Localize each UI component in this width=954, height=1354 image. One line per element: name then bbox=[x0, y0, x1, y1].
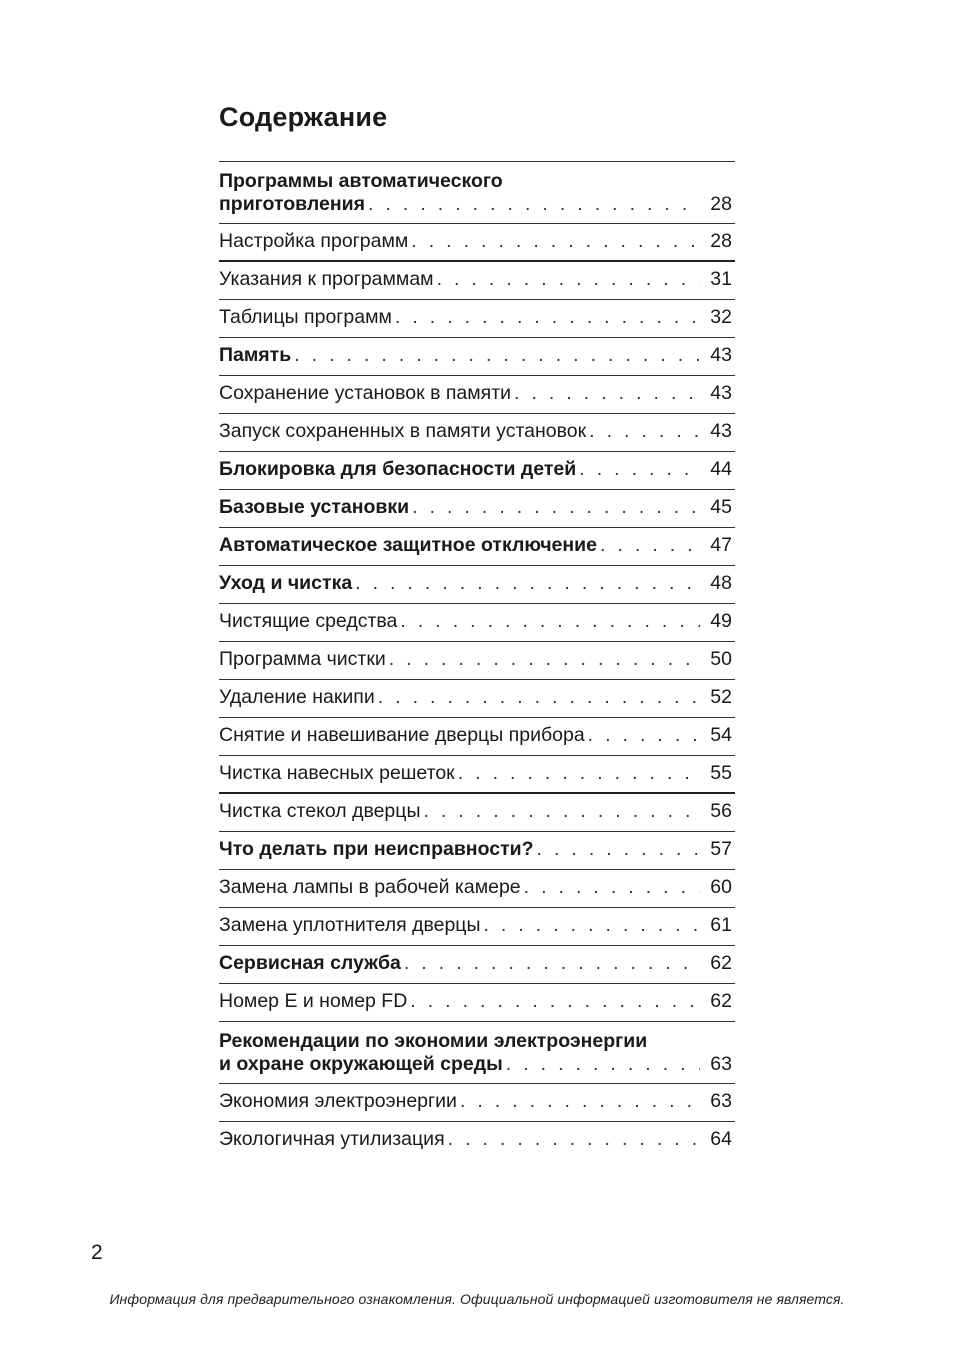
toc-entry-title: Память bbox=[219, 344, 292, 366]
toc-entry-page: 52 bbox=[710, 686, 732, 708]
toc-entry-page: 31 bbox=[710, 268, 732, 290]
leader-dots bbox=[589, 420, 700, 443]
toc-entry[interactable] bbox=[219, 490, 735, 528]
toc-entry-title: Настройка программ bbox=[219, 230, 409, 252]
toc-entry-page: 43 bbox=[710, 344, 732, 366]
toc-entry-page: 48 bbox=[710, 572, 732, 594]
toc-entry-title: Что делать при неисправности? bbox=[219, 838, 534, 860]
toc-entry-title: Таблицы программ bbox=[219, 306, 392, 328]
leader-dots bbox=[423, 800, 700, 823]
toc-entry[interactable] bbox=[219, 376, 735, 414]
leader-dots bbox=[294, 344, 700, 367]
toc-entry-title: Автоматическое защитное отключение bbox=[219, 534, 598, 556]
toc-entry-page: 50 bbox=[710, 648, 732, 670]
leader-dots bbox=[355, 572, 700, 595]
toc-entry-title: Программа чистки bbox=[219, 648, 386, 670]
toc-entry-title-line1: Программы автоматического bbox=[219, 170, 503, 192]
leader-dots bbox=[514, 382, 700, 405]
toc-entry[interactable] bbox=[219, 946, 735, 984]
leader-dots bbox=[378, 686, 700, 709]
toc-entry[interactable] bbox=[219, 566, 735, 604]
leader-dots bbox=[458, 762, 700, 785]
leader-dots bbox=[506, 1053, 700, 1076]
toc-entry[interactable] bbox=[219, 338, 735, 376]
toc-entry[interactable] bbox=[219, 908, 735, 946]
toc-entry-page: 62 bbox=[710, 990, 732, 1012]
page-title: Содержание bbox=[219, 102, 388, 132]
toc-entry-title: Снятие и навешивание дверцы прибора bbox=[219, 724, 585, 746]
leader-dots bbox=[412, 496, 700, 519]
toc-entry-title: Чистка стекол дверцы bbox=[219, 800, 421, 822]
toc-entry-page: 32 bbox=[710, 306, 732, 328]
toc-entry-title: Чистка навесных решеток bbox=[219, 762, 455, 784]
toc-entry-page: 63 bbox=[710, 1090, 732, 1112]
toc-entry-title: Удаление накипи bbox=[219, 686, 375, 708]
toc-entry-page: 28 bbox=[710, 193, 732, 215]
toc-entry-page: 44 bbox=[710, 458, 732, 480]
toc-entry-page: 63 bbox=[710, 1053, 732, 1075]
toc-entry-title: Замена уплотнителя дверцы bbox=[219, 914, 481, 936]
leader-dots bbox=[579, 458, 700, 481]
toc-entry-title: Чистящие средства bbox=[219, 610, 398, 632]
leader-dots bbox=[395, 306, 700, 329]
leader-dots bbox=[410, 990, 700, 1013]
toc-entry-page: 43 bbox=[710, 420, 732, 442]
toc-entry-page: 62 bbox=[710, 952, 732, 974]
toc-entry-title: Указания к программам bbox=[219, 268, 434, 290]
footer-disclaimer: Информация для предварительного ознакомления. Официальной информацией изготовителя не является. bbox=[109, 1291, 845, 1307]
toc-entry[interactable] bbox=[219, 1122, 735, 1160]
leader-dots bbox=[448, 1128, 700, 1151]
toc-entry[interactable] bbox=[219, 452, 735, 490]
leader-dots bbox=[368, 193, 700, 216]
toc-entry-title: и охране окружающей среды bbox=[219, 1053, 503, 1075]
toc-entry-page: 64 bbox=[710, 1128, 732, 1150]
toc-entry-page: 28 bbox=[710, 230, 732, 252]
toc-entry-title: приготовления bbox=[219, 193, 366, 215]
toc-entry-title-line1: Рекомендации по экономии электроэнергии bbox=[219, 1030, 648, 1052]
toc-entry[interactable] bbox=[219, 162, 735, 224]
toc-entry[interactable] bbox=[219, 984, 735, 1022]
toc-entry-page: 56 bbox=[710, 800, 732, 822]
toc-entry-title: Номер Е и номер FD bbox=[219, 990, 408, 1012]
toc-entry-page: 57 bbox=[710, 838, 732, 860]
leader-dots bbox=[389, 648, 700, 671]
toc-entry[interactable] bbox=[219, 756, 735, 794]
toc-entry-title: Сохранение установок в памяти bbox=[219, 382, 512, 404]
toc-entry-page: 47 bbox=[710, 534, 732, 556]
toc-entry-page: 61 bbox=[710, 914, 732, 936]
leader-dots bbox=[404, 952, 700, 975]
toc-entry-page: 45 bbox=[710, 496, 732, 518]
leader-dots bbox=[460, 1090, 700, 1113]
toc-entry[interactable] bbox=[219, 794, 735, 832]
toc-entry[interactable] bbox=[219, 262, 735, 300]
toc-entry-title: Экономия электроэнергии bbox=[219, 1090, 457, 1112]
toc-entry-title: Блокировка для безопасности детей bbox=[219, 458, 577, 480]
toc-entry[interactable] bbox=[219, 680, 735, 718]
toc-entry[interactable] bbox=[219, 224, 735, 262]
toc-entry-title: Замена лампы в рабочей камере bbox=[219, 876, 521, 898]
toc-entry[interactable] bbox=[219, 870, 735, 908]
toc-entry[interactable] bbox=[219, 642, 735, 680]
toc-entry-page: 43 bbox=[710, 382, 732, 404]
leader-dots bbox=[400, 610, 700, 633]
toc-entry-title: Сервисная служба bbox=[219, 952, 401, 974]
toc-entry[interactable] bbox=[219, 832, 735, 870]
toc-entry-title: Запуск сохраненных в памяти установок bbox=[219, 420, 587, 442]
toc-entry[interactable] bbox=[219, 414, 735, 452]
leader-dots bbox=[537, 838, 700, 861]
toc-entry-title: Экологичная утилизация bbox=[219, 1128, 445, 1150]
toc-entry-page: 60 bbox=[710, 876, 732, 898]
toc-entry[interactable] bbox=[219, 528, 735, 566]
page-number: 2 bbox=[91, 1241, 103, 1264]
toc-entry[interactable] bbox=[219, 1084, 735, 1122]
toc-entry-page: 54 bbox=[710, 724, 732, 746]
toc-entry[interactable] bbox=[219, 1022, 735, 1084]
toc-entry-title: Базовые установки bbox=[219, 496, 410, 518]
toc-entry[interactable] bbox=[219, 604, 735, 642]
leader-dots bbox=[524, 876, 700, 899]
leader-dots bbox=[588, 724, 700, 747]
toc-entry-page: 55 bbox=[710, 762, 732, 784]
toc-entry-title: Уход и чистка bbox=[219, 572, 353, 594]
leader-dots bbox=[600, 534, 700, 557]
leader-dots bbox=[483, 914, 700, 937]
toc-entry[interactable] bbox=[219, 718, 735, 756]
toc-entry[interactable] bbox=[219, 300, 735, 338]
toc-entry-page: 49 bbox=[710, 610, 732, 632]
leader-dots bbox=[411, 230, 700, 253]
table-of-contents bbox=[219, 161, 735, 1160]
leader-dots bbox=[437, 268, 700, 291]
